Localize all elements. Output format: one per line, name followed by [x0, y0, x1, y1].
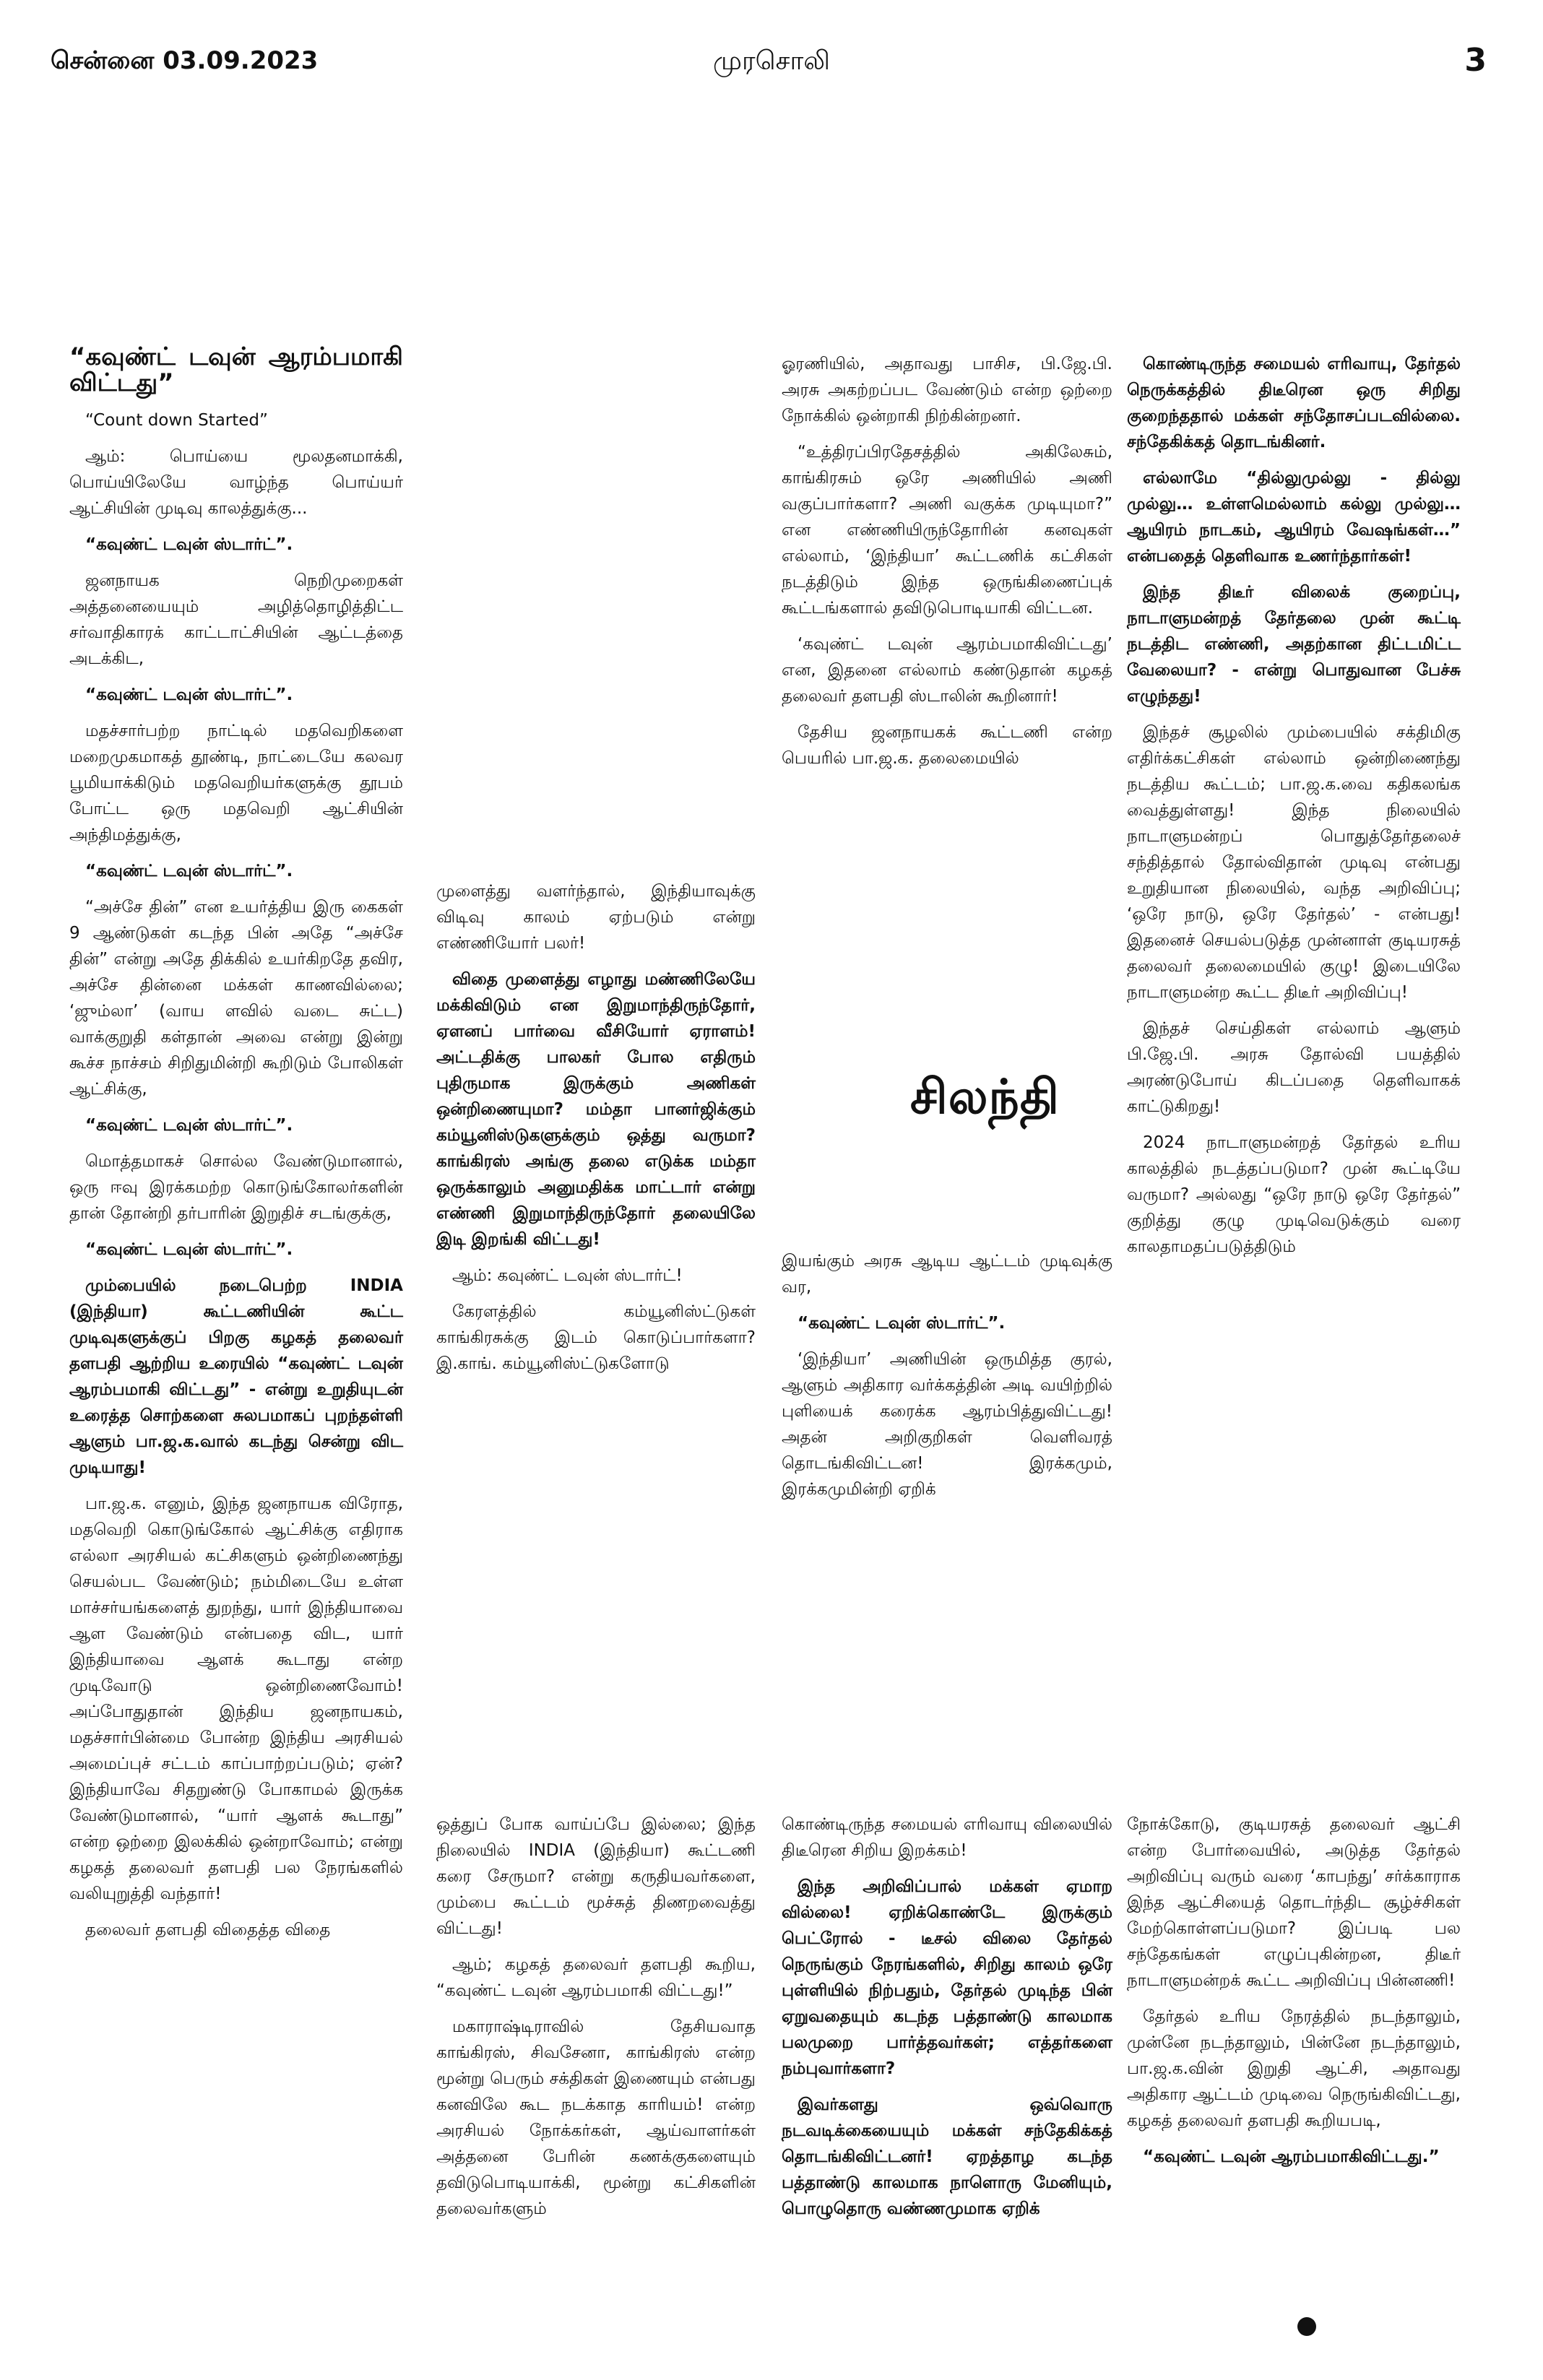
paragraph: “கவுண்ட் டவுன் ஸ்டார்ட்”. [85, 685, 293, 704]
paragraph: ஆம்; கழகத் தலைவர் தளபதி கூறிய, “கவுண்ட் டவுன் ஆரம்பமாகி விட்டது!” [436, 1955, 756, 2000]
column-4-top [1127, 351, 1461, 1270]
paragraph: இவர்களது ஒவ்வொரு நடவடிக்கையையும் மக்கள் சந்தேகிக்கத் தொடங்கிவிட்டனர்! ஏறத்தாழ கடந்த பத்தாண்டு காலமாக நாளொரு மேனியும், பொழுதொரு வண்ணமுமாக ஏறிக் [782, 2095, 1112, 2218]
paragraph: “கவுண்ட் டவுன் ஸ்டார்ட்”. [85, 862, 293, 880]
paragraph: “உத்திரப்பிரதேசத்தில் அகிலேசும், காங்கிரசும் ஒரே அணியில் அணி வகுப்பார்களா? அணி வகுக்க முடியுமா?” என எண்ணியிருந்தோரின் கனவுகள் எல்லாம், ‘இந்தியா’ கூட்டணிக் கட்சிகள் நடத்திடும் இந்த ஒருங்கிணைப்புக் கூட்டங்களால் தவிடுபொடியாகி விட்டன. [782, 443, 1112, 618]
paragraph: ஆம்: கவுண்ட் டவுன் ஸ்டார்ட்! [452, 1266, 683, 1285]
paragraph: கொண்டிருந்த சமையல் எரிவாயு விலையில் திடீரென சிறிய இறக்கம்! [782, 1815, 1112, 1860]
paragraph: “கவுண்ட் டவுன் ஆரம்பமாகிவிட்டது.” [1143, 2147, 1440, 2166]
paragraph: பா.ஜ.க. எனும், இந்த ஜனநாயக விரோத, மதவெறி கொடுங்கோல் ஆட்சிக்கு எதிராக எல்லா அரசியல் கட்சிகளும் ஒன்றிணைந்து செயல்பட வேண்டும்; நம்மிடையே உள்ள மாச்சர்யங்களைத் துறந்து, யார் இந்தியாவை ஆள வேண்டும் என்பதை விட, யார் இந்தியாவை ஆளக் கூடாது என்ற முடிவோடு ஒன்றிணைவோம்! அப்போதுதான் இந்திய ஜனநாயகம், மதச்சார்பின்மை போன்ற இந்திய அரசியல் அமைப்புச் சட்டம் காப்பாற்றப்படும்; ஏன்? இந்தியாவே சிதறுண்டு போகாமல் இருக்க வேண்டுமானால், “யார் ஆளக் கூடாது” என்ற ஒற்றை இலக்கில் ஒன்றாவோம்; என்று கழகத் தலைவர் தளபதி பல நேரங்களில் வலியுறுத்தி வந்தார்! [69, 1494, 403, 1903]
page-date: சென்னை 03.09.2023 [51, 46, 319, 75]
paragraph: ஒத்துப் போக வாய்ப்பே இல்லை; இந்த நிலையில் INDIA (இந்தியா) கூட்டணி கரை சேருமா? என்று கருதியவர்களை, மும்பை கூட்டம் மூச்சுத் திணறவைத்து விட்டது! [436, 1815, 756, 1938]
paragraph: ஜனநாயக நெறிமுறைகள் அத்தனையையும் அழித்தொழித்திட்ட சர்வாதிகாரக் காட்டாட்சியின் ஆட்டத்தை அடக்கிட, [69, 571, 403, 668]
paragraph: இந்தச் செய்திகள் எல்லாம் ஆளும் பி.ஜே.பி. அரசு தோல்வி பயத்தில் அரண்டுபோய் கிடப்பதை தெளிவாகக் காட்டுகிறது! [1127, 1019, 1461, 1116]
paragraph: மகாராஷ்டிராவில் தேசியவாத காங்கிரஸ், சிவசேனா, காங்கிரஸ் என்ற மூன்று பெரும் சக்திகள் இணையும் என்பது கனவிலே கூட நடக்காத காரியம்! என்ற அரசியல் நோக்கர்கள், ஆய்வாளர்கள் அத்தனை பேரின் கணக்குகளையும் தவிடுபொடியாக்கி, மூன்று கட்சிகளின் தலைவர்களும் [436, 2017, 756, 2218]
paragraph: தேசிய ஜனநாயகக் கூட்டணி என்ற பெயரில் பா.ஜ.க. தலைமையில் [782, 723, 1112, 768]
paragraph: மதச்சார்பற்ற நாட்டில் மதவெறிகளை மறைமுகமாகத் தூண்டி, நாட்டையே கலவர பூமியாக்கிடும் மதவெறியர்களுக்கு தூபம் போட்ட ஒரு மதவெறி ஆட்சியின் அந்திமத்துக்கு, [69, 722, 403, 844]
column-2-top [436, 878, 756, 1387]
end-mark [1297, 2317, 1316, 2336]
paragraph: இந்த அறிவிப்பால் மக்கள் ஏமாற வில்லை! ஏறிக்கொண்டே இருக்கும் பெட்ரோல் - டீசல் விலை தேர்தல் நெருங்கும் நேரங்களில், சிறிது காலம் ஒரே புள்ளியில் நிற்பதும், தேர்தல் முடிந்த பின் ஏறுவதையும் கடந்த பத்தாண்டு காலமாக பலமுறை பார்த்தவர்கள்; எத்தர்களை நம்புவார்களா? [782, 1877, 1112, 2078]
paragraph: முளைத்து வளர்ந்தால், இந்தியாவுக்கு விடிவு காலம் ஏற்படும் என்று எண்ணியோர் பலர்! [436, 882, 756, 953]
paragraph: ஓரணியில், அதாவது பாசிச, பி.ஜே.பி. அரசு அகற்றப்பட வேண்டும் என்ற ஒற்றை நோக்கில் ஒன்றாகி நிற்கின்றனர். [782, 355, 1112, 425]
paragraph: கேரளத்தில் கம்யூனிஸ்ட்டுகள் காங்கிரசுக்கு இடம் கொடுப்பார்களா? இ.காங். கம்யூனிஸ்ட்டுகளோடு [436, 1302, 756, 1373]
paragraph: இயங்கும் அரசு ஆடிய ஆட்டம் முடிவுக்கு வர, [782, 1252, 1112, 1297]
column-4-bottom [1127, 1812, 1461, 2180]
paragraph: மும்பையில் நடைபெற்ற INDIA (இந்தியா) கூட்டணியின் கூட்ட முடிவுகளுக்குப் பிறகு கழகத் தலைவர் தளபதி ஆற்றிய உரையில் “கவுண்ட் டவுன் ஆரம்பமாகி விட்டது” - என்று உறுதியுடன் உரைத்த சொற்களை சுலபமாகப் புறந்தள்ளி ஆளும் பா.ஜ.க.வால் கடந்து சென்று விட முடியாது! [69, 1276, 403, 1477]
paragraph: எல்லாமே “தில்லுமுல்லு - தில்லு முல்லு… உள்ளமெல்லாம் கல்லு முல்லு… ஆயிரம் நாடகம், ஆயிரம் வேஷங்கள்…” என்பதைத் தெளிவாக உணர்ந்தார்கள்! [1127, 469, 1461, 566]
paragraph: விதை முளைத்து எழாது மண்ணிலேயே மக்கிவிடும் என இறுமாந்திருந்தோர், ஏளனப் பார்வை வீசியோர் ஏராளம்! அட்டதிக்கு பாலகர் போல எதிரும் புதிருமாக இருக்கும் அணிகள் ஒன்றிணையுமா? மம்தா பானர்ஜிக்கும் கம்யூனிஸ்டுகளுக்கும் ஒத்து வருமா? காங்கிரஸ் அங்கு தலை எடுக்க மம்தா ஒருக்காலும் அனுமதிக்க மாட்டார் என்று எண்ணி இறுமாந்திருந்தோர் தலையிலே இடி இறங்கி விட்டது! [436, 970, 756, 1249]
paragraph: மொத்தமாகச் சொல்ல வேண்டுமானால், ஒரு ஈவு இரக்கமற்ற கொடுங்கோலர்களின் தான் தோன்றி தர்பாரின் இறுதிச் சடங்குக்கு, [69, 1152, 403, 1223]
paragraph: “அச்சே தின்” என உயர்த்திய இரு கைகள் 9 ஆண்டுகள் கடந்த பின் அதே “அச்சே தின்” என்று அதே திக்கில் உயர்கிறதே தவிர, அச்சே தின்னை மக்கள் காணவில்லை; ‘ஜும்லா’ (வாய ளவில் வடை சுட்ட) வாக்குறுதி கள்தான் அவை என்று இன்று கூச்ச நாச்சம் சிறிதுமின்றி கூறிடும் போலிகள் ஆட்சிக்கு, [69, 898, 403, 1099]
paragraph: “கவுண்ட் டவுன் ஸ்டார்ட்”. [798, 1314, 1006, 1333]
paragraph: கொண்டிருந்த சமையல் எரிவாயு, தேர்தல் நெருக்கத்தில் திடீரென ஒரு சிறிது குறைந்ததால் மக்கள் சந்தோசப்படவில்லை. சந்தேகிக்கத் தொடங்கினர். [1127, 355, 1461, 451]
paragraph: ‘கவுண்ட் டவுன் ஆரம்பமாகிவிட்டது’ என, இதனை எல்லாம் கண்டுதான் கழகத் தலைவர் தளபதி ஸ்டாலின் கூறினார்! [782, 635, 1112, 706]
column-3-middle [782, 1248, 1112, 1513]
column-3-bottom [782, 1812, 1112, 2232]
paragraph: “கவுண்ட் டவுன் ஸ்டார்ட்”. [85, 1116, 293, 1135]
page-number: 3 [1464, 42, 1487, 79]
headline: “கவுண்ட் டவுன் ஆரம்பமாகி விட்டது” [69, 342, 403, 397]
paragraph: இந்தச் சூழலில் மும்பையில் சக்திமிகு எதிர்க்கட்சிகள் எல்லாம் ஒன்றிணைந்து நடத்திய கூட்டம்; பா.ஜ.க.வை கதிகலங்க வைத்துள்ளது! இந்த நிலையில் நாடாளுமன்றப் பொதுத்தேர்தலைச் சந்தித்தால் தோல்விதான் முடிவு என்பது உறுதியான நிலையில், வந்த அறிவிப்பு; ‘ஒரே நாடு, ஒரே தேர்தல்’ - என்பது! இதனைச் செயல்படுத்த முன்னாள் குடியரசுத் தலைவர் தலைமையில் குழு! இடையிலே நாடாளுமன்ற கூட்ட திடீர் அறிவிப்பு! [1127, 723, 1461, 1002]
paragraph: இந்த திடீர் விலைக் குறைப்பு, நாடாளுமன்றத் தேர்தலை முன் கூட்டி நடத்திட எண்ணி, அதற்கான திட்டமிட்ட வேலையா? - என்று பொதுவான பேச்சு எழுந்தது! [1127, 583, 1461, 706]
paragraph: தேர்தல் உரிய நேரத்தில் நடந்தாலும், முன்னே நடந்தாலும், பின்னே நடந்தாலும், பா.ஜ.க.வின் இறுதி ஆட்சி, அதாவது அதிகார ஆட்டம் முடிவை நெருங்கிவிட்டது, கழகத் தலைவர் தளபதி கூறியபடி, [1127, 2007, 1461, 2130]
paragraph: “Count down Started” [85, 411, 268, 430]
column-2-bottom [436, 1812, 756, 2232]
column-1 [69, 344, 403, 1953]
paragraph: தலைவர் தளபதி விதைத்த விதை [85, 1921, 331, 1939]
paragraph: “கவுண்ட் டவுன் ஸ்டார்ட்”. [85, 535, 293, 554]
paragraph: ‘இந்தியா’ அணியின் ஒருமித்த குரல், ஆளும் அதிகார வர்க்கத்தின் அடி வயிற்றில் புளியைக் கரைக்க ஆரம்பித்துவிட்டது! அதன் அறிகுறிகள் வெளிவரத் தொடங்கிவிட்டன! இரக்கமும், இரக்கமுமின்றி ஏறிக் [782, 1350, 1112, 1499]
author-byline: சிலந்தி [910, 1069, 1060, 1125]
paragraph: “கவுண்ட் டவுன் ஸ்டார்ட்”. [85, 1240, 293, 1259]
paragraph: நோக்கோடு, குடியரசுத் தலைவர் ஆட்சி என்ற போர்வையில், அடுத்த தேர்தல் அறிவிப்பு வரும் வரை ‘காபந்து’ சர்க்காராக இந்த ஆட்சியைத் தொடர்ந்திட சூழ்ச்சிகள் மேற்கொள்ளப்படுமா? இப்படி பல சந்தேகங்கள் எழுப்புகின்றன, திடீர் நாடாளுமன்றக் கூட்ட அறிவிப்பு பின்னணி! [1127, 1815, 1461, 1990]
paragraph: 2024 நாடாளுமன்றத் தேர்தல் உரிய காலத்தில் நடத்தப்படுமா? முன் கூட்டியே வருமா? அல்லது “ஒரே நாடு ஒரே தேர்தல்” குறித்து குழு முடிவெடுக்கும் வரை காலதாமதப்படுத்திடும் [1127, 1133, 1461, 1256]
column-3-top [782, 351, 1112, 782]
paragraph: ஆம்: பொய்யை மூலதனமாக்கி, பொய்யிலேயே வாழ்ந்த பொய்யர் ஆட்சியின் முடிவு காலத்துக்கு... [69, 447, 403, 518]
newspaper-name: முரசொலி [713, 46, 830, 76]
